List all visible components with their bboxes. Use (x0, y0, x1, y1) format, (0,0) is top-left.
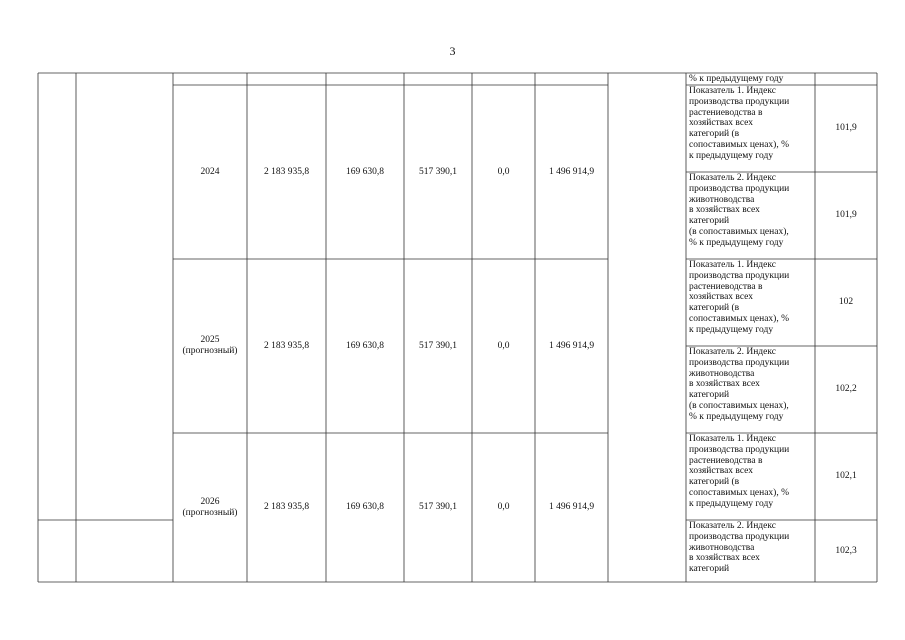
indicator-value: 102,2 (835, 384, 857, 395)
indicator-line: растениеводства в (689, 107, 763, 118)
indicator-line: Показатель 2. Индекс (689, 173, 776, 183)
indicator-value: 102,1 (835, 471, 857, 482)
amount-cell: 2 183 935,8 (263, 502, 310, 513)
amount-cell: 169 630,8 (346, 502, 384, 513)
indicator-line: в хозяйствах всех (689, 205, 760, 216)
amount-cell: 0,0 (497, 502, 510, 513)
year-label: 2025 (200, 335, 220, 346)
indicator-line: растениеводства в (689, 455, 763, 466)
amount-cell: 1 496 914,9 (548, 340, 595, 351)
indicator-line: к предыдущему году (689, 498, 774, 509)
indicator-value: 101,9 (835, 123, 857, 134)
indicator-line: животноводства (689, 542, 755, 553)
amount-cell: 517 390,1 (419, 340, 457, 351)
indicator-line: производства продукции (689, 357, 790, 368)
year-cell (173, 85, 247, 259)
amount-cell: 1 496 914,9 (548, 166, 595, 177)
indicator-line: в хозяйствах всех (689, 553, 760, 564)
indicator-line: сопоставимых ценах), % (689, 139, 790, 150)
indicator-line: к предыдущему году (689, 324, 774, 335)
indicator-line: категорий (в (689, 303, 740, 314)
indicator-line: Показатель 1. Индекс (689, 86, 776, 96)
page-number: 3 (449, 44, 456, 58)
year-cell (173, 259, 247, 433)
amount-cell: 517 390,1 (419, 502, 457, 513)
indicator-line: растениеводства в (689, 281, 763, 292)
year-note: (прогнозный) (182, 346, 238, 356)
indicator-value: 101,9 (835, 210, 857, 221)
indicator-line: хозяйствах всех (689, 466, 754, 477)
indicator-line: % к предыдущему году (689, 411, 784, 422)
amount-cell: 0,0 (497, 166, 510, 177)
top-row-indicator: % к предыдущему году (689, 74, 784, 84)
indicator-line: производства продукции (689, 444, 790, 455)
indicator-line: (в сопоставимых ценах), (689, 226, 789, 237)
indicator-line: производства продукции (689, 270, 790, 281)
indicator-line: % к предыдущему году (689, 237, 784, 248)
indicator-text (686, 86, 815, 172)
indicator-text (686, 434, 815, 520)
indicator-line: производства продукции (689, 183, 790, 194)
indicator-line: Показатель 1. Индекс (689, 260, 776, 270)
year-label: 2026 (200, 496, 220, 507)
indicator-line: хозяйствах всех (689, 118, 754, 129)
indicator-line: сопоставимых ценах), % (689, 313, 790, 324)
indicator-text (686, 260, 815, 346)
indicator-text (686, 521, 815, 582)
indicator-line: Показатель 2. Индекс (689, 521, 776, 531)
indicator-line: категорий (в (689, 129, 740, 140)
amount-cell: 517 390,1 (419, 166, 457, 177)
indicator-line: Показатель 1. Индекс (689, 434, 776, 444)
amount-cell: 169 630,8 (346, 166, 384, 177)
indicator-line: категорий (689, 564, 730, 575)
indicator-line: к предыдущему году (689, 150, 774, 161)
indicator-line: производства продукции (689, 96, 790, 107)
indicator-line: (в сопоставимых ценах), (689, 400, 789, 411)
amount-cell: 0,0 (497, 340, 510, 351)
indicator-value: 102 (838, 297, 854, 308)
indicator-line: в хозяйствах всех (689, 379, 760, 390)
indicator-text (686, 173, 815, 259)
indicator-line: животноводства (689, 194, 755, 205)
year-label: 2024 (200, 166, 220, 177)
amount-cell: 1 496 914,9 (548, 502, 595, 513)
year-note: (прогнозный) (182, 507, 238, 518)
indicator-line: категорий (689, 216, 730, 227)
indicator-line: животноводства (689, 368, 755, 379)
amount-cell: 2 183 935,8 (263, 340, 310, 351)
indicator-line: хозяйствах всех (689, 292, 754, 303)
indicator-text (686, 347, 815, 433)
indicator-line: сопоставимых ценах), % (689, 487, 790, 498)
indicator-line: категорий (689, 390, 730, 401)
amount-cell: 2 183 935,8 (263, 166, 310, 177)
amount-cell: 169 630,8 (346, 340, 384, 351)
indicator-value: 102,3 (835, 545, 857, 556)
indicator-line: Показатель 2. Индекс (689, 347, 776, 357)
indicator-line: категорий (в (689, 477, 740, 488)
year-cell (173, 433, 247, 582)
indicator-line: производства продукции (689, 531, 790, 542)
